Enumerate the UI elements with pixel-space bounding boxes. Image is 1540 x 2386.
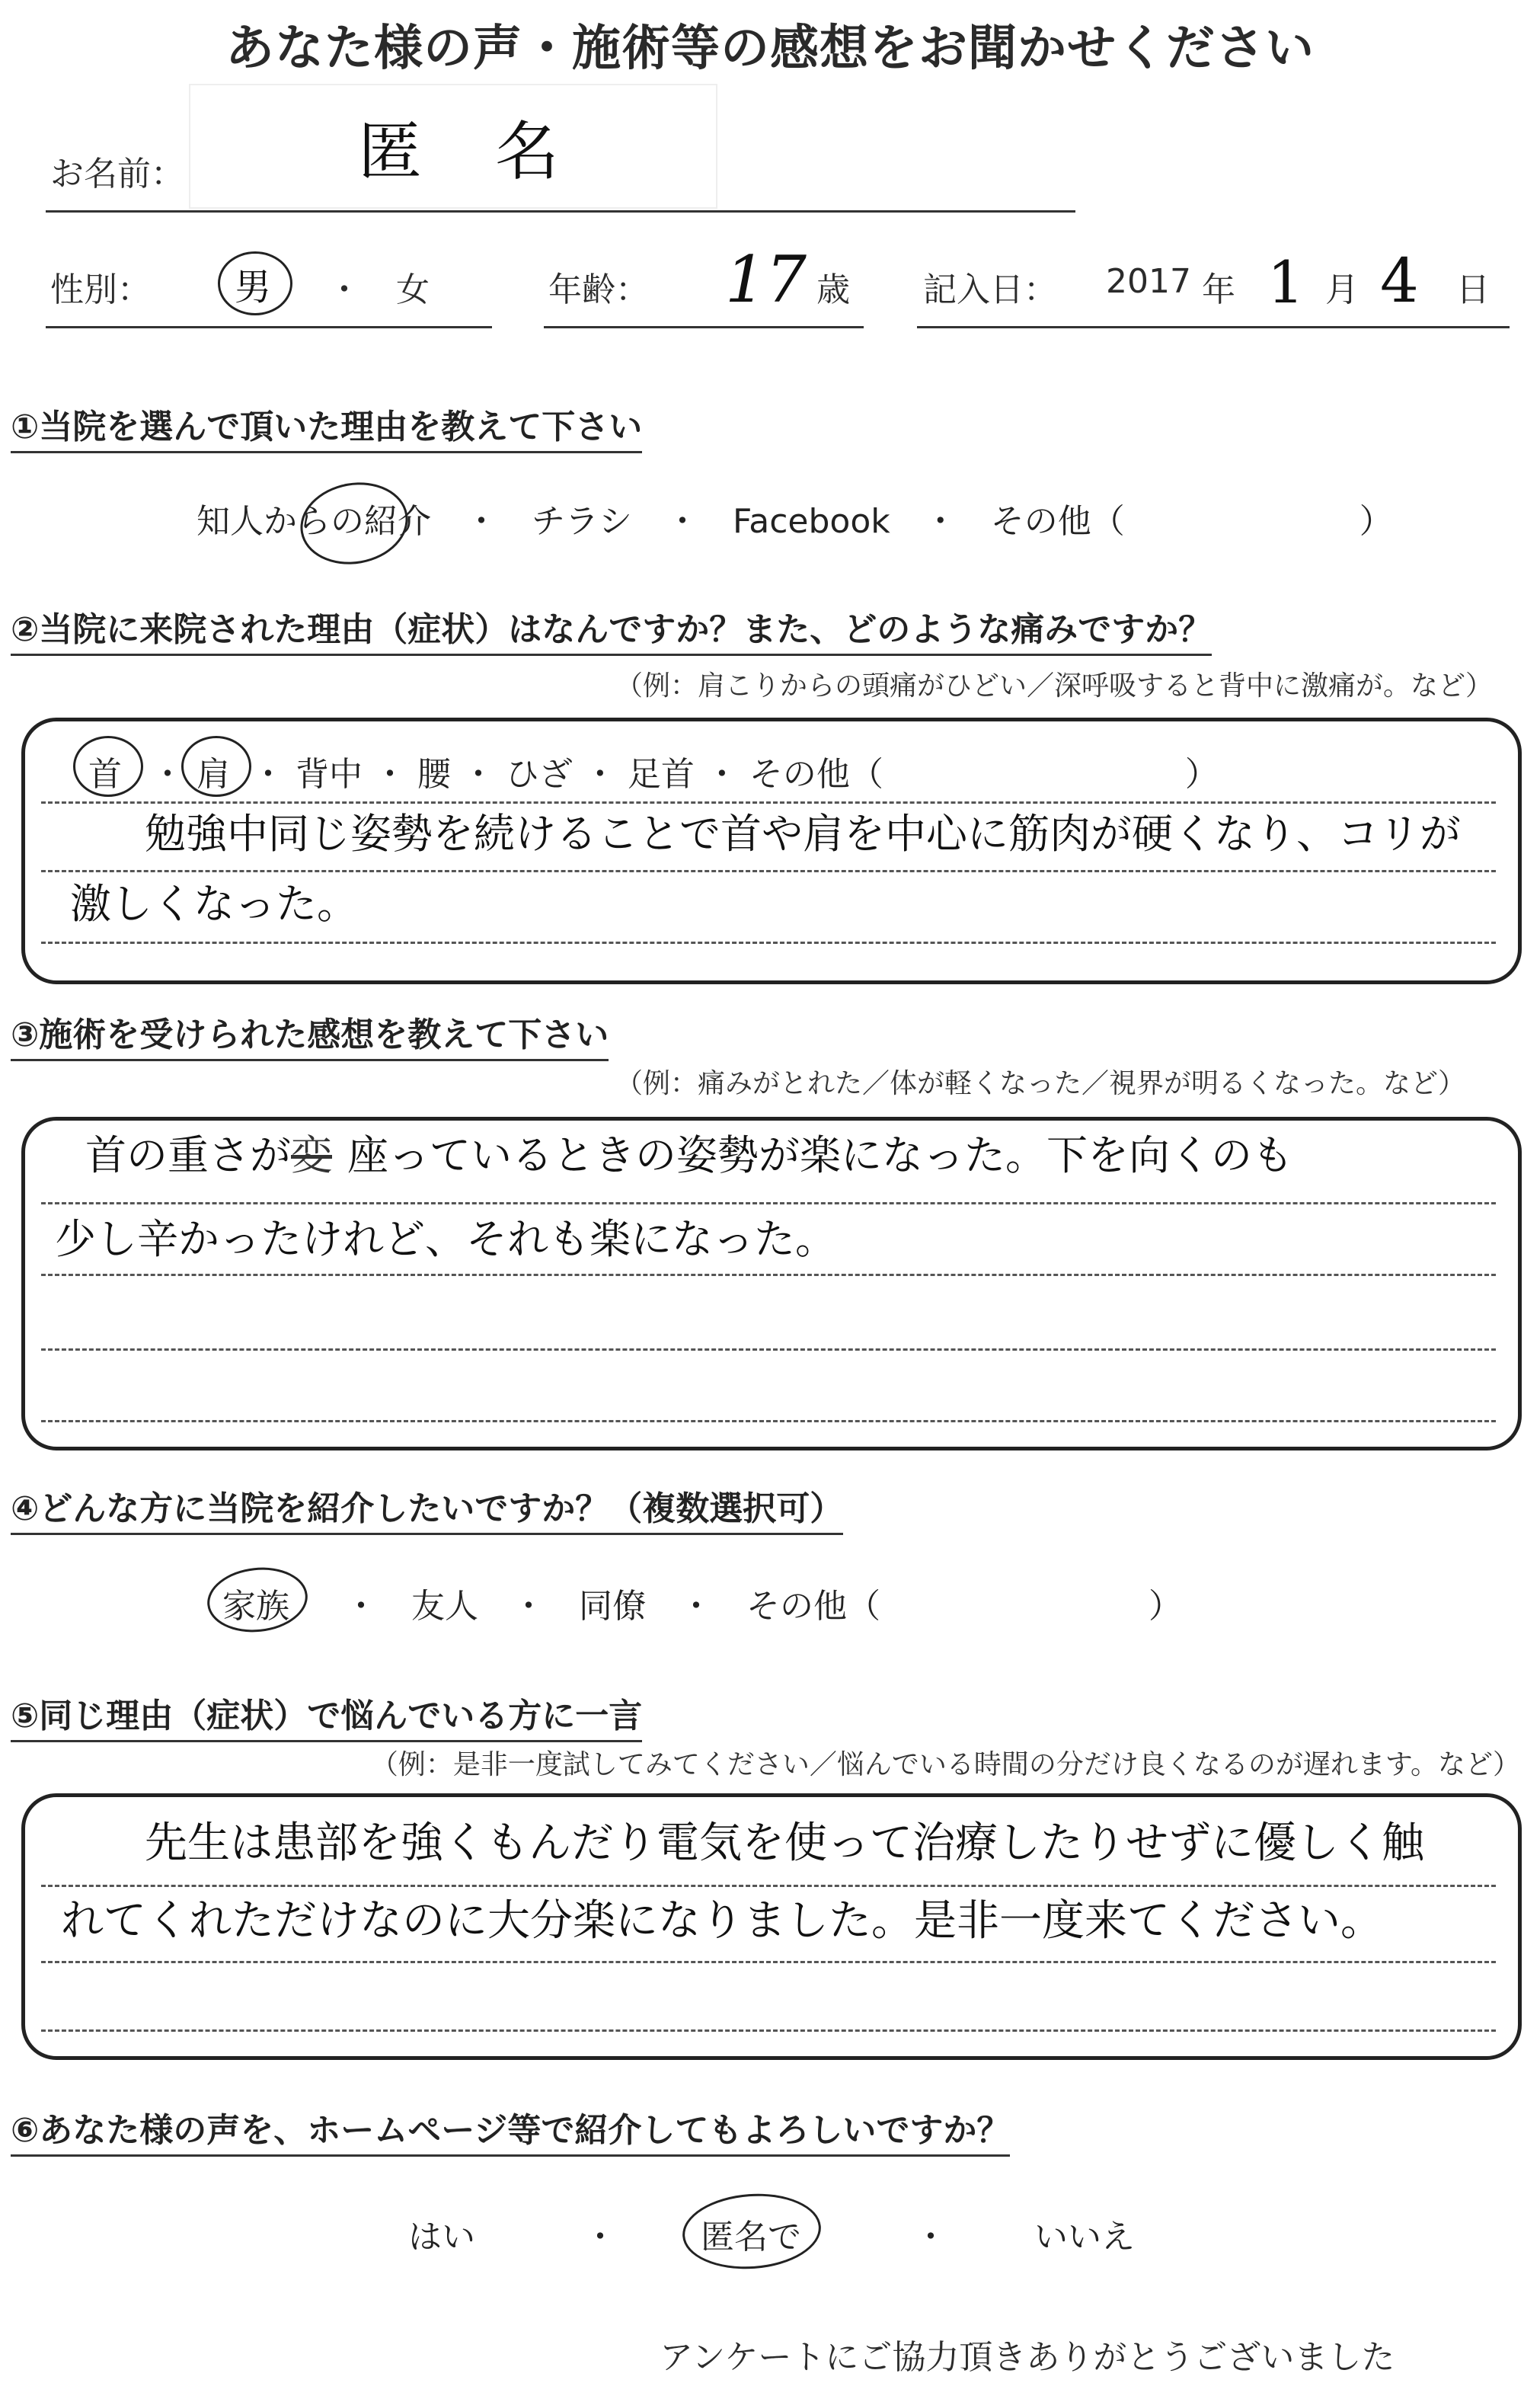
q1-title: ①当院を選んで頂いた理由を教えて下さい xyxy=(11,399,642,453)
q3-answer-line-1a: 首の重さが xyxy=(85,1131,291,1179)
q4-title: ④どんな方に当院を紹介したいですか？（複数選択可） xyxy=(11,1481,843,1535)
q5-line-2 xyxy=(41,1961,1496,1963)
date-label: 記入日： xyxy=(923,270,1057,309)
q3-line-2 xyxy=(41,1274,1496,1276)
date-year-unit: 年 xyxy=(1202,270,1235,309)
q3-example: （例：痛みがとれた／体が軽くなった／視界が明るくなった。など） xyxy=(615,1068,1465,1099)
footer-thanks: アンケートにご協力頂きありがとうございました xyxy=(660,2338,1395,2377)
date-underline xyxy=(917,326,1510,328)
q3-line-3 xyxy=(41,1348,1496,1351)
q5-answer-line-2: れてくれただけなのに大分楽になりました。是非一度来てください。 xyxy=(61,1896,1383,1946)
q6-dot-2: ・ xyxy=(914,2218,947,2256)
q2-options-rest: ・ 背中 ・ 腰 ・ ひざ ・ 足首 ・ その他（ ） xyxy=(251,755,1219,794)
q2-option-neck: 首 xyxy=(88,755,122,794)
q5-title: ⑤同じ理由（症状）で悩んでいる方に一言 xyxy=(11,1688,642,1742)
gender-male: 男 xyxy=(235,266,272,309)
gender-female: 女 xyxy=(396,270,430,309)
q5-answer-line-1: 先生は患部を強くもんだり電気を使って治療したりせずに優しく触 xyxy=(145,1818,1424,1868)
q6-anonymous-circle xyxy=(680,2189,823,2273)
q2-dot: ・ xyxy=(151,755,184,794)
q4-option-family: 家族 xyxy=(222,1587,289,1626)
q2-line-2 xyxy=(41,870,1496,872)
q3-answer-line-1b: 座っているときの姿勢が楽になった。下を向くのも xyxy=(347,1131,1293,1179)
date-year: 2017 xyxy=(1106,262,1191,301)
q5-example: （例：是非一度試してみてください／悩んでいる時間の分だけ良くなるのが遅れます。など） xyxy=(370,1749,1520,1780)
q3-answer-line-2: 少し辛かったけれど、それも楽になった。 xyxy=(55,1215,836,1263)
q6-option-yes: はい xyxy=(408,2218,475,2256)
q3-answer-struck: 変 xyxy=(291,1131,332,1179)
q6-title: ⑥あなた様の声を、ホームページ等で紹介してもよろしいですか？ xyxy=(11,2103,1010,2157)
q1-options: 知人からの紹介 ・ チラシ ・ Facebook ・ その他（ ） xyxy=(196,502,1393,541)
q3-title: ③施術を受けられた感想を教えて下さい xyxy=(11,1007,609,1061)
q2-line-3 xyxy=(41,942,1496,944)
q5-line-3 xyxy=(41,2029,1496,2032)
name-underline xyxy=(46,210,1075,213)
gender-dot: ・ xyxy=(327,270,361,309)
q3-line-1 xyxy=(41,1202,1496,1204)
date-month-unit: 月 xyxy=(1325,270,1359,309)
q2-example: （例：肩こりからの頭痛がひどい／深呼吸すると背中に激痛が。など） xyxy=(615,670,1493,702)
q5-line-1 xyxy=(41,1885,1496,1887)
date-day: 4 xyxy=(1380,245,1419,316)
q2-neck-circle xyxy=(73,736,143,797)
date-month: 1 xyxy=(1267,248,1305,316)
q2-answer-line-2: 激しくなった。 xyxy=(70,880,358,928)
q4-options-rest: ・ 友人 ・ 同僚 ・ その他（ ） xyxy=(344,1587,1182,1626)
gender-male-circle xyxy=(218,251,292,315)
name-value: 匿 名 xyxy=(358,114,564,189)
age-label: 年齢： xyxy=(548,270,649,309)
q2-option-shoulder: 肩 xyxy=(196,755,230,794)
gender-underline xyxy=(46,326,492,328)
q1-selection-circle xyxy=(294,474,414,572)
date-day-unit: 日 xyxy=(1456,270,1490,309)
age-value: 17 xyxy=(725,242,807,317)
q4-family-circle xyxy=(204,1562,311,1636)
q3-line-4 xyxy=(41,1420,1496,1422)
q2-answer-line-1: 勉強中同じ姿勢を続けることで首や肩を中心に筋肉が硬くなり、コリが xyxy=(145,810,1461,858)
q6-dot-1: ・ xyxy=(583,2218,617,2256)
q2-line-1 xyxy=(41,801,1496,804)
name-label: お名前： xyxy=(50,155,184,194)
age-underline xyxy=(544,326,864,328)
q6-option-no: いいえ xyxy=(1034,2218,1135,2256)
survey-title: あなた様の声・施術等の感想をお聞かせください xyxy=(225,21,1315,77)
q6-option-anonymous: 匿名で xyxy=(701,2218,801,2256)
q2-title: ②当院に来院された理由（症状）はなんですか？また、どのような痛みですか？ xyxy=(11,602,1212,656)
gender-label: 性別： xyxy=(50,270,151,309)
q2-shoulder-circle xyxy=(181,736,251,797)
age-unit: 歳 xyxy=(816,270,850,309)
